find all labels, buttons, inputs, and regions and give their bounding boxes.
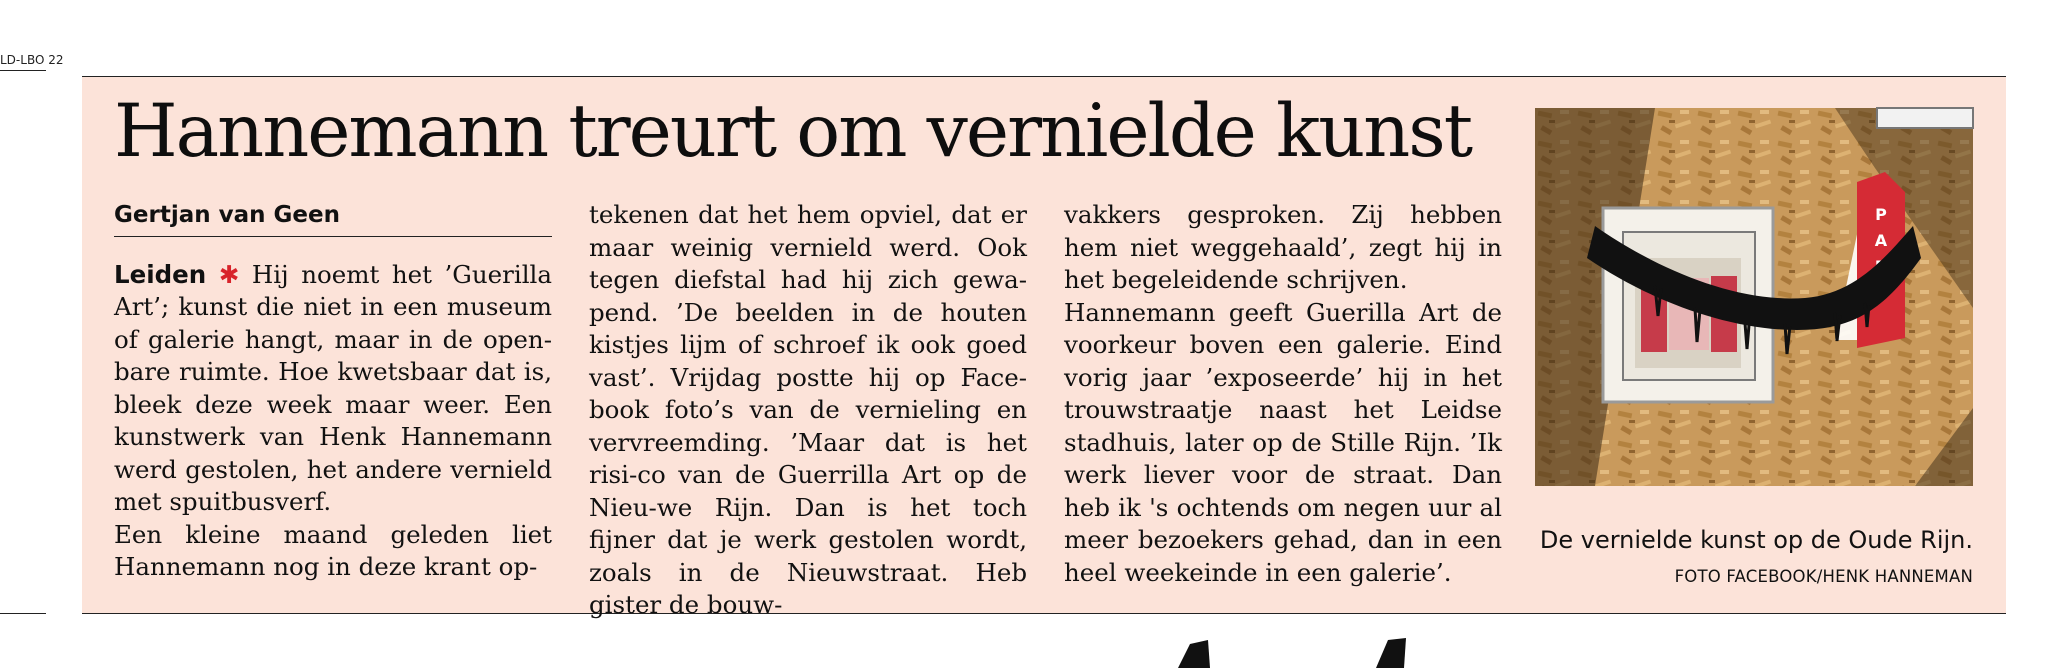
left-divider xyxy=(0,613,46,614)
article-box xyxy=(82,76,2006,619)
body-text: vakkers gesproken. Zij hebben hem niet weggehaald’, zegt hij in het begeleidende schrijven. xyxy=(1064,200,1502,294)
intro-paragraph xyxy=(114,259,552,519)
asterisk-icon: ✱ xyxy=(218,259,240,289)
intro-text: Hij noemt het ’Guerilla Art’; kunst die niet in een museum of galerie hangt, maar in de open-bare ruimte. Hoe kwetsbaar dat is, bleek deze week maar weer. Een kunstwerk van Henk Hannemann werd gestolen, het andere vernield met spuitbusverf. xyxy=(114,259,552,516)
photo-caption: De vernielde kunst op de Oude Rijn. xyxy=(1539,526,1973,554)
byline: Gertjan van Geen xyxy=(114,199,552,237)
body-paragraph: Een kleine maand geleden liet Hannemann nog in deze krant op- xyxy=(114,519,552,581)
sign-letter-2: A xyxy=(1874,231,1888,250)
photo-credit: FOTO FACEBOOK/HENK HANNEMAN xyxy=(1674,567,1973,586)
article-column-3 xyxy=(1064,199,1502,589)
article-column-1 xyxy=(114,199,552,584)
article-column-2 xyxy=(589,199,1027,622)
dateline: Leiden xyxy=(114,259,207,289)
body-text: tekenen dat het hem opviel, dat er maar weinig vernield werd. Ook tegen diefstal had hij zich gewa-pend. ’De beelden in de houten kistjes lijm of schroef ik ook goed vast’. Vrijdag postte hij op Face-book foto’s van de vernieling en vervreemding. ’Maar dat is het risi-co van de Guerrilla Art op de Nieu-we Rijn. Dan is het toch fijner dat je werk gestolen wordt, zoals in de Nieuwstraat. Heb gister de bouw- xyxy=(589,200,1027,619)
body-paragraph: Hannemann geeft Guerilla Art de voorkeur boven een galerie. Eind vorig jaar ’exposeerde’ hij in het trouwstraatje naast het Leidse stadhuis, later op de Stille Rijn. ’Ik werk liever voor de straat. Dan heb ik 's ochtends om negen uur al meer bezoekers gehad, dan in een heel weekeinde in een galerie’. xyxy=(1064,297,1502,587)
sign-letter-1: P xyxy=(1875,205,1887,224)
next-headline-fragment xyxy=(1070,628,1450,668)
headline: Hannemann treurt om vernielde kunst xyxy=(114,89,1472,174)
page-number-label: LD-LBO 22 xyxy=(0,53,46,71)
article-photo xyxy=(1535,108,1973,486)
